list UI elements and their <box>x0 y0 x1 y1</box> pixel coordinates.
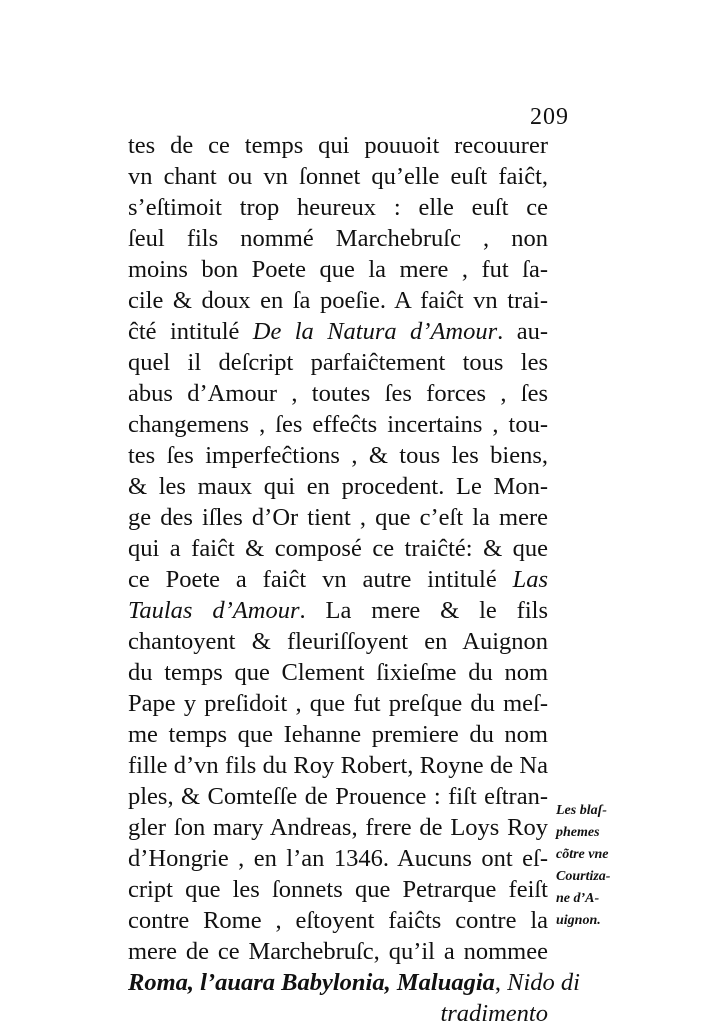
text-segment: contre Rome , eſtoyent faiĉts contre la <box>128 907 548 934</box>
text-line <box>128 285 548 317</box>
margin-note-line: Courtiza- <box>556 869 611 884</box>
margin-note-line: Les blaſ- <box>556 803 607 818</box>
text-segment: chantoyent & fleuriſſoyent en Auignon <box>128 628 548 655</box>
text-segment: vn chant ou vn ſonnet qu’elle euſt faiĉt, <box>128 163 548 190</box>
text-segment: . La mere & le fils <box>299 597 548 624</box>
text-line <box>128 874 548 906</box>
text-segment: ſeul fils nommé Marchebruſc , non <box>128 225 548 252</box>
text-line <box>128 409 548 441</box>
text-segment: Pape y preſidoit , que fut preſque du meſ- <box>128 690 548 717</box>
text-line <box>128 905 548 937</box>
margin-note-line: phemes <box>556 825 600 840</box>
text-segment: du temps que Clement ſixieſme du nom <box>128 659 548 686</box>
text-line <box>128 502 548 534</box>
italic-quote: tradimento <box>440 1000 548 1027</box>
text-segment: tes de ce temps qui pouuoit recouurer <box>128 132 548 159</box>
text-line <box>128 998 548 1030</box>
text-line <box>128 378 548 410</box>
italic-title: Taulas d’Amour <box>128 597 300 624</box>
text-segment: fille d’vn fils du Roy Robert, Royne de Na <box>128 752 548 779</box>
margin-note-line: ne d’A- <box>556 891 600 906</box>
text-segment: d’Hongrie , en l’an 1346. Aucuns ont eſ- <box>128 845 548 872</box>
text-line <box>128 223 548 255</box>
text-segment: abus d’Amour , toutes ſes forces , ſes <box>128 380 548 407</box>
page-number: 209 <box>530 104 569 130</box>
text-segment: changemens , ſes effeĉts incertains , tou- <box>128 411 548 438</box>
text-line <box>128 347 548 379</box>
text-segment: tes ſes imperfeĉtions , & tous les biens, <box>128 442 548 469</box>
margin-note-line: uignon. <box>556 913 601 928</box>
text-segment: ples, & Comteſſe de Prouence : fiſt eſtran- <box>128 783 548 810</box>
italic-quote: Nido di <box>507 969 580 996</box>
text-segment: moins bon Poete que la mere , fut ſa- <box>128 256 548 283</box>
text-segment: , <box>494 969 508 996</box>
text-line <box>128 719 548 751</box>
text-line <box>128 440 548 472</box>
text-segment: ce Poete a faiĉt vn autre intitulé <box>128 566 513 593</box>
text-line <box>128 316 548 348</box>
text-line <box>128 254 548 286</box>
text-line <box>128 967 580 999</box>
italic-title: Las <box>512 566 548 593</box>
text-line <box>128 471 548 503</box>
text-segment: quel il deſcript parfaiĉtement tous les <box>128 349 548 376</box>
text-segment: cript que les ſonnets que Petrarque feiſt <box>128 876 548 903</box>
text-segment: gler ſon mary Andreas, frere de Loys Roy <box>128 814 548 841</box>
text-segment: & les maux qui en procedent. Le Mon- <box>128 473 548 500</box>
italic-title: De la Natura d’Amour <box>252 318 498 345</box>
text-line <box>128 130 548 162</box>
text-line <box>128 750 548 782</box>
text-line <box>128 564 548 596</box>
text-segment: cile & doux en ſa poeſie. A faiĉt vn trai- <box>128 287 548 314</box>
text-segment: . au- <box>497 318 548 345</box>
text-segment: ĉté intitulé <box>128 318 253 345</box>
text-segment: qui a faiĉt & composé ce traiĉté: & que <box>128 535 548 562</box>
text-segment: mere de ce Marchebruſc, qu’il a nommee <box>128 938 548 965</box>
text-line <box>128 657 548 689</box>
text-segment: s’eſtimoit trop heureux : elle euſt ce <box>128 194 548 221</box>
text-segment: ge des iſles d’Or tient , que c’eſt la mere <box>128 504 548 531</box>
text-line <box>128 812 548 844</box>
text-line <box>128 626 548 658</box>
text-segment: me temps que Iehanne premiere du nom <box>128 721 548 748</box>
text-line <box>128 533 548 565</box>
text-line <box>128 843 548 875</box>
text-line <box>128 688 548 720</box>
text-line <box>128 781 548 813</box>
text-line <box>128 936 548 968</box>
italic-quote: Roma, l’auara Babylonia, Maluagia <box>128 969 495 996</box>
margin-note-line: cõtre vne <box>556 847 609 862</box>
text-line <box>128 161 548 193</box>
text-line <box>128 595 548 627</box>
text-line <box>128 192 548 224</box>
